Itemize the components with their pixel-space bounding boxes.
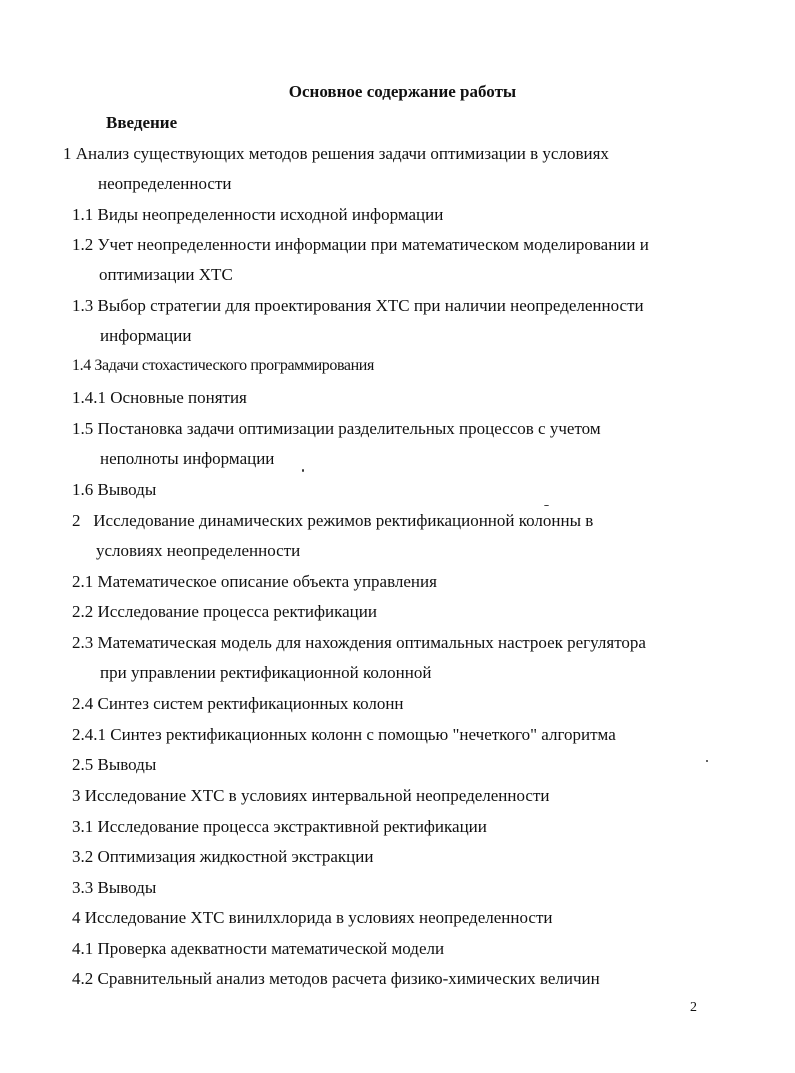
toc-entry-line: 1.1 Виды неопределенности исходной информации [72, 205, 444, 224]
toc-entry-continuation: условиях неопределенности [96, 541, 301, 560]
toc-entry-line: 3.2 Оптимизация жидкостной экстракции [72, 847, 374, 866]
toc-entry-line: 1.6 Выводы [72, 480, 157, 499]
toc-entry-line: 3.1 Исследование процесса экстрактивной ректификации [72, 817, 487, 836]
toc-entry-line: 2.4 Синтез систем ректификационных колонн [72, 694, 404, 713]
toc-entry-line: 3 Исследование ХТС в условиях интервальной неопределенности [72, 786, 550, 805]
scan-speck [706, 760, 708, 762]
toc-entry-continuation: информации [100, 326, 192, 345]
toc-entry-line: 4.1 Проверка адекватности математической модели [72, 939, 445, 958]
toc-entry-line: 1.5 Постановка задачи оптимизации разделительных процессов с учетом [72, 419, 601, 438]
toc-entry-line: 1.2 Учет неопределенности информации при математическом моделировании и [72, 235, 649, 254]
toc-entry-continuation: неопределенности [98, 174, 232, 193]
toc-entry-continuation: при управлении ректификационной колонной [100, 663, 432, 682]
toc-entry-line: 2.3 Математическая модель для нахождения оптимальных настроек регулятора [72, 633, 646, 652]
toc-entry-line: 4.2 Сравнительный анализ методов расчета физико-химических величин [72, 969, 600, 988]
toc-entry-line: 1.3 Выбор стратегии для проектирования ХТС при наличии неопределенности [72, 296, 644, 315]
toc-entry-line: 2.5 Выводы [72, 755, 157, 774]
toc-entry-line: 2.1 Математическое описание объекта управления [72, 572, 437, 591]
toc-entry-line: 1 Анализ существующих методов решения задачи оптимизации в условиях [63, 144, 609, 163]
scan-speck [302, 469, 304, 472]
toc-entry-continuation: оптимизации ХТС [99, 265, 233, 284]
toc-entry-line: 2.2 Исследование процесса ректификации [72, 602, 377, 621]
page-number: 2 [690, 1000, 697, 1015]
toc-entry-line: 2 Исследование динамических режимов ректификационной колонны в [72, 511, 594, 530]
toc-entry-line: 4 Исследование ХТС винилхлорида в условиях неопределенности [72, 908, 553, 927]
page-title: Основное содержание работы [288, 82, 517, 101]
intro-heading: Введение [106, 113, 178, 132]
toc-entry-line: 2.4.1 Синтез ректификационных колонн с помощью "нечеткого" алгоритма [72, 725, 616, 744]
toc-entry-line: 1.4 Задачи стохастического программирования [72, 357, 374, 374]
toc-entry-line: 1.4.1 Основные понятия [72, 388, 247, 407]
toc-entry-continuation: неполноты информации [100, 449, 275, 468]
toc-entry-line: 3.3 Выводы [72, 878, 157, 897]
scan-speck [544, 505, 549, 506]
